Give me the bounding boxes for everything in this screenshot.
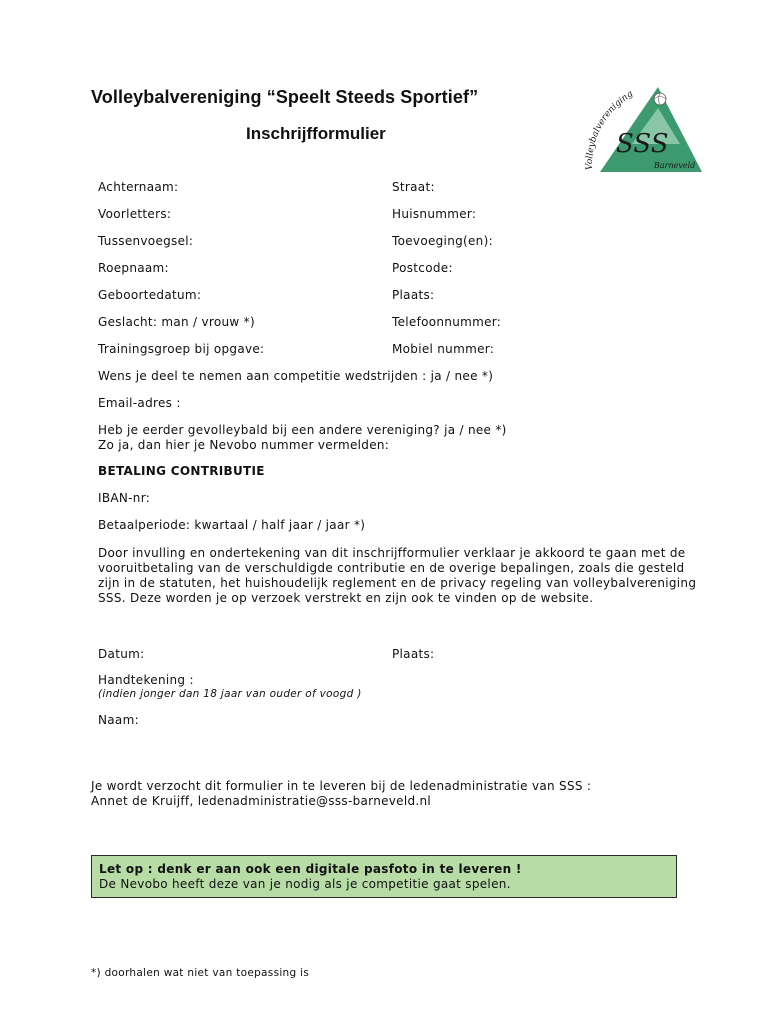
field-roepnaam: Roepnaam: <box>98 261 169 275</box>
field-postcode: Postcode: <box>392 261 453 275</box>
field-voorletters: Voorletters: <box>98 207 172 221</box>
previous-club-question: Heb je eerder gevolleybald bij een andere vereniging? ja / nee *) <box>98 423 507 437</box>
notice-box <box>91 855 677 898</box>
submission-line-2: Annet de Kruijff, ledenadministratie@sss-barneveld.nl <box>91 794 432 808</box>
payment-heading: BETALING CONTRIBUTIE <box>98 464 265 478</box>
field-naam: Naam: <box>98 713 139 727</box>
field-betaalperiode: Betaalperiode: kwartaal / half jaar / jaar *) <box>98 518 366 532</box>
previous-club-block <box>98 423 507 453</box>
submission-line-1: Je wordt verzocht dit formulier in te leveren bij de ledenadministratie van SSS : <box>91 779 592 793</box>
field-toevoeging: Toevoeging(en): <box>392 234 493 248</box>
field-email: Email-adres : <box>98 396 181 410</box>
nevobo-number-field: Zo ja, dan hier je Nevobo nummer vermelden: <box>98 438 390 452</box>
field-plaats-signing: Plaats: <box>392 647 435 661</box>
field-handtekening: Handtekening : <box>98 673 194 687</box>
field-geslacht: Geslacht: man / vrouw *) <box>98 315 255 329</box>
field-plaats: Plaats: <box>392 288 435 302</box>
notice-text: De Nevobo heeft deze van je nodig als je competitie gaat spelen. <box>99 877 511 891</box>
field-datum: Datum: <box>98 647 145 661</box>
logo-initials: SSS <box>616 129 669 159</box>
field-achternaam: Achternaam: <box>98 180 179 194</box>
field-tussenvoegsel: Tussenvoegsel: <box>98 234 194 248</box>
signature-note: (indien jonger dan 18 jaar van ouder of voogd ) <box>98 688 362 700</box>
field-trainingsgroep: Trainingsgroep bij opgave: <box>98 342 265 356</box>
notice-heading: Let op : denk er aan ook een digitale pasfoto in te leveren ! <box>99 862 522 876</box>
form-title: Inschrijfformulier <box>246 124 386 143</box>
field-straat: Straat: <box>392 180 435 194</box>
declaration-text: Door invulling en ondertekening van dit inschrijfformulier verklaar je akkoord te gaan met de vooruitbetaling van de verschuldigde contributie en de overige bepalingen, zoals die gesteld zijn in de statuten, het huishoudelijk reglement en de privacy regeling van volleybalvereniging SSS. Deze worden je op verzoek verstrekt en zijn ook te vinden op de website. <box>98 546 697 605</box>
logo-arc-text: Volleybalvereniging <box>584 89 635 170</box>
volleyball-icon <box>654 93 666 105</box>
field-telefoonnummer: Telefoonnummer: <box>392 315 502 329</box>
footnote: *) doorhalen wat niet van toepassing is <box>91 967 310 979</box>
logo-city: Barneveld <box>654 161 696 170</box>
field-mobiel-nummer: Mobiel nummer: <box>392 342 495 356</box>
field-geboortedatum: Geboortedatum: <box>98 288 202 302</box>
field-competitie: Wens je deel te nemen aan competitie wedstrijden : ja / nee *) <box>98 369 494 383</box>
field-huisnummer: Huisnummer: <box>392 207 477 221</box>
submission-info <box>91 779 591 809</box>
club-logo <box>580 82 710 182</box>
field-iban: IBAN-nr: <box>98 491 151 505</box>
page-title: Volleybalvereniging “Speelt Steeds Sportief” <box>91 87 479 107</box>
